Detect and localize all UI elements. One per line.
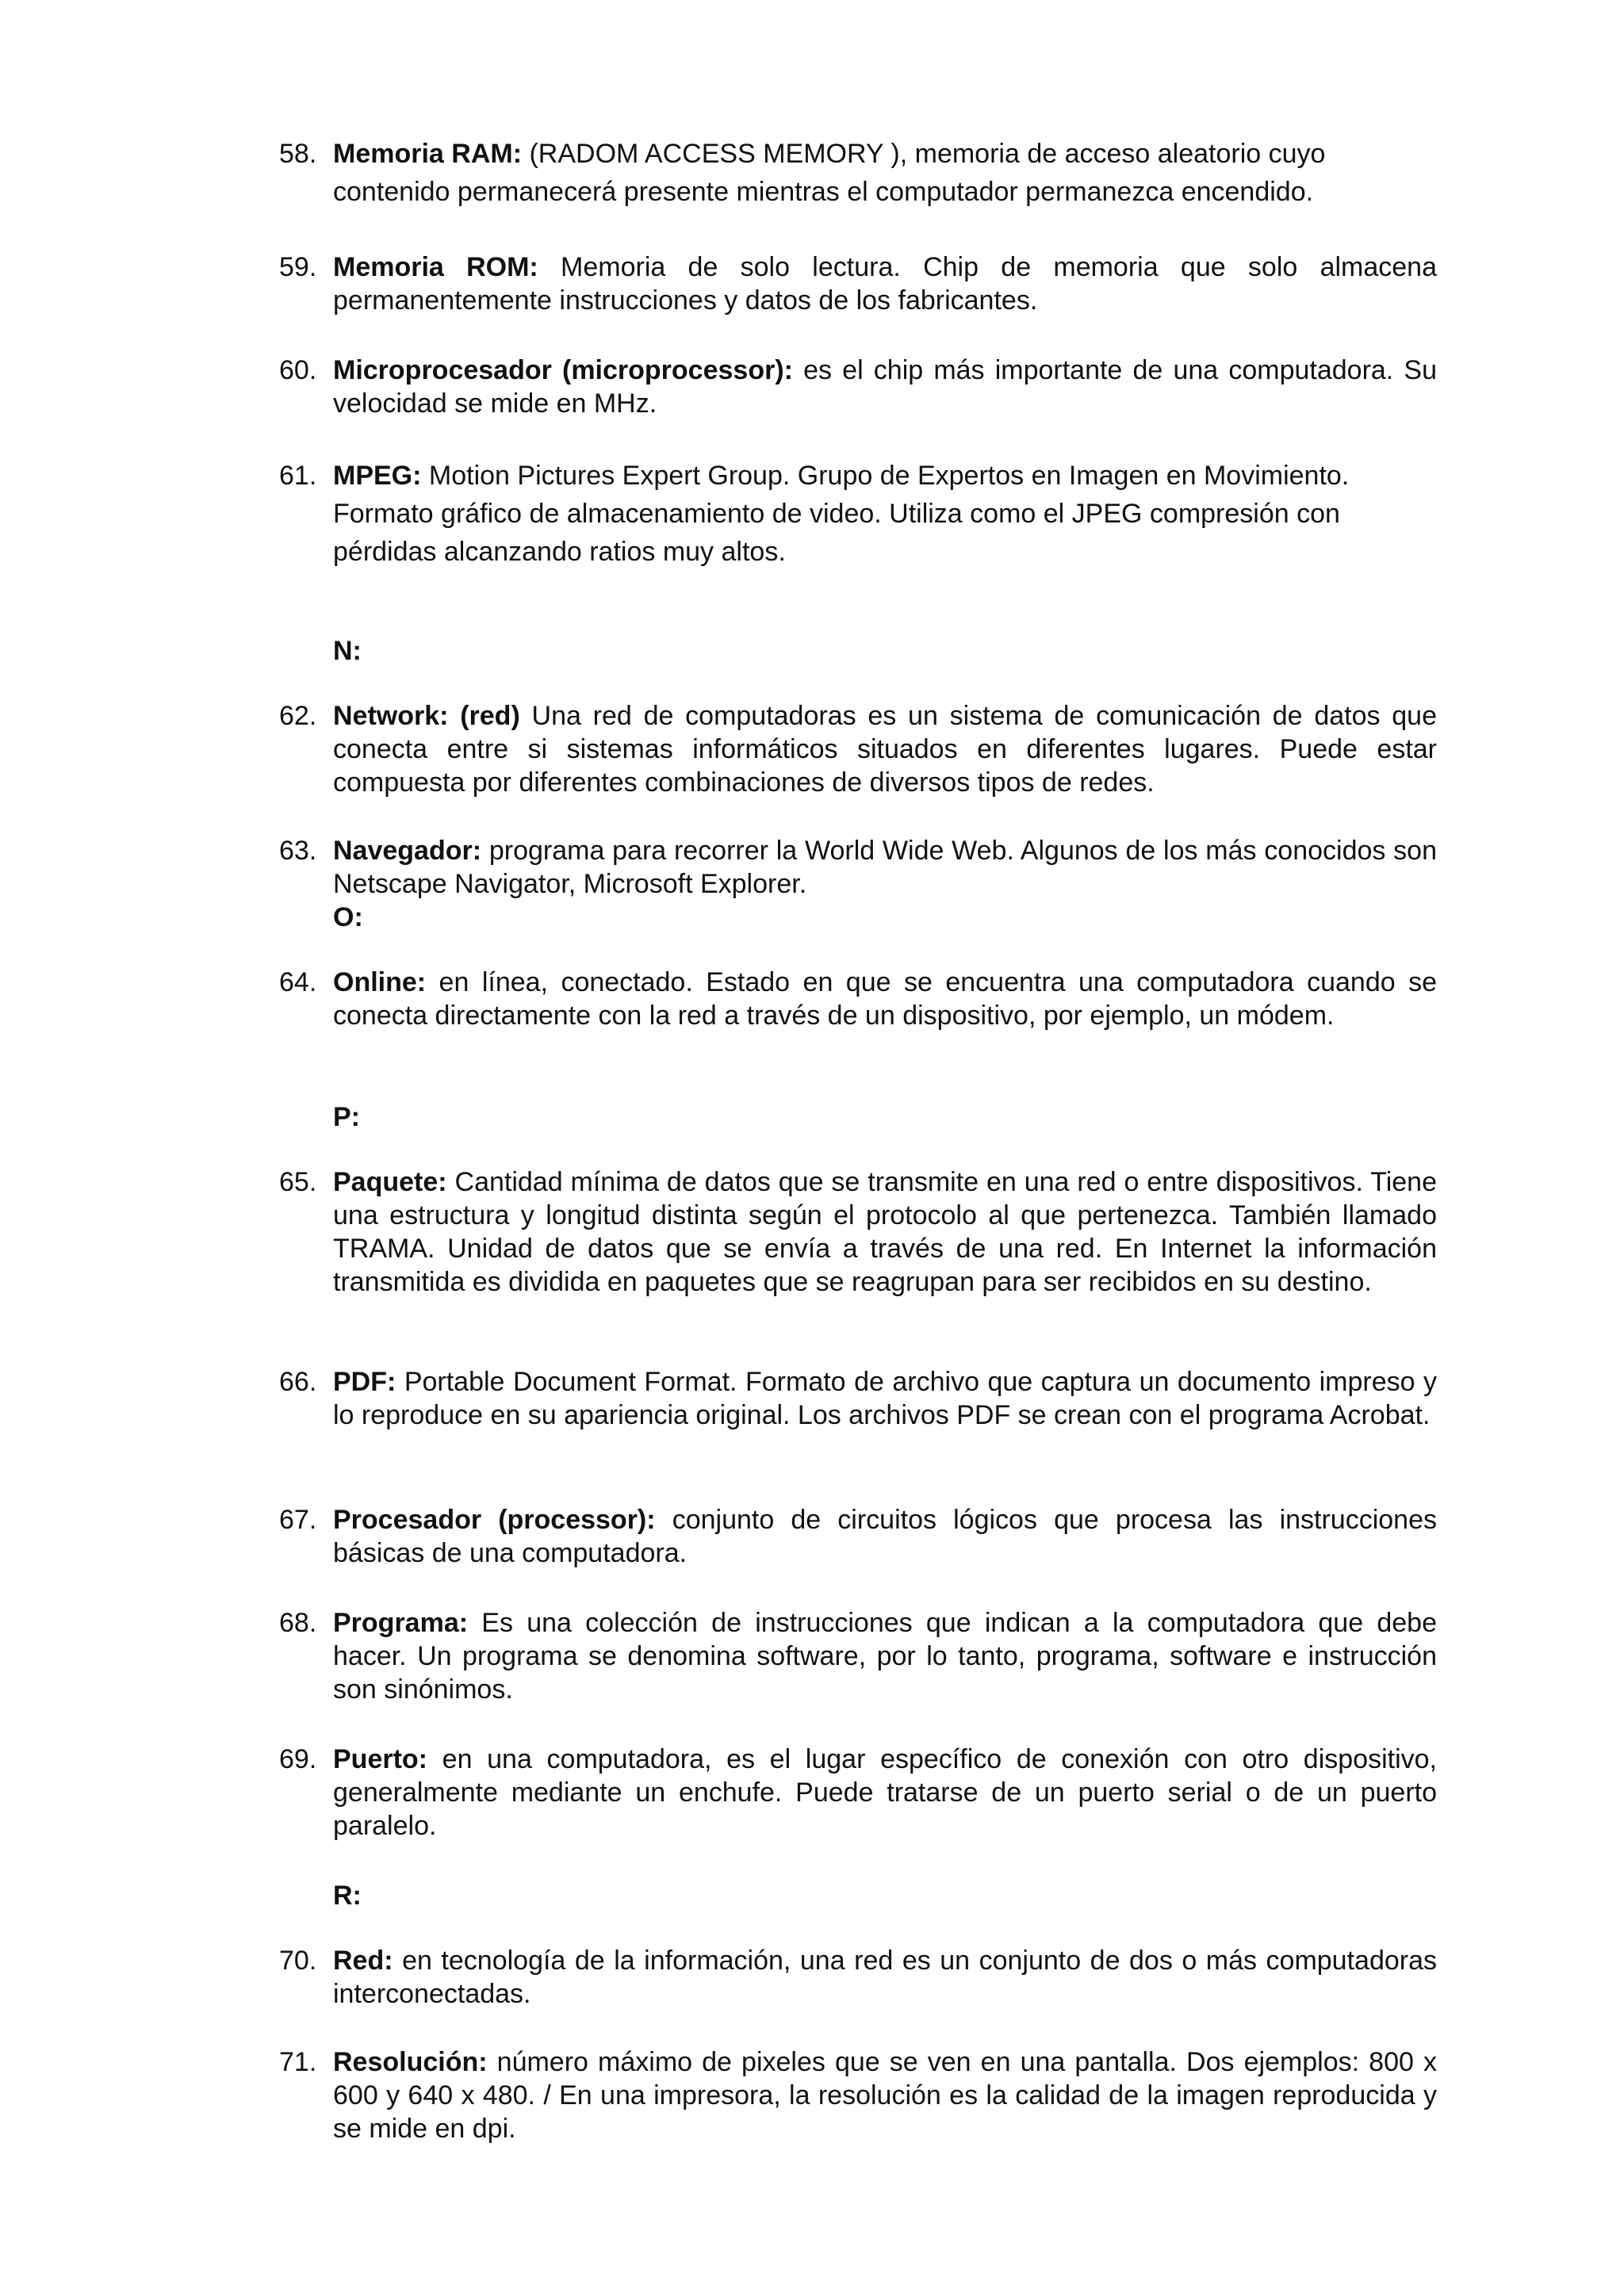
entry-number: 61. [279,461,317,491]
entry-number: 65. [279,1167,317,1197]
entry-term: Resolución: [333,2047,488,2077]
glossary-entry-59 [279,251,1437,317]
entry-term: Memoria ROM: [333,252,538,282]
glossary-entry-58 [279,135,1437,211]
glossary-entry-60 [279,354,1437,420]
entry-body [333,1606,1437,1706]
entry-definition: Una red de computadoras es un sistema de comunicación de datos que conecta entre si sistemas informáticos situados en diferentes lugares. Puede estar compuesta por diferentes combinaciones de diversos tipos de redes. [333,701,1437,798]
entry-definition: Es una colección de instrucciones que indican a la computadora que debe hacer. Un programa se denomina software, por lo tanto, programa, software e instrucción son sinónimos. [333,1608,1437,1705]
entry-term: Programa: [333,1608,469,1638]
entry-definition: (RADOM ACCESS MEMORY ), memoria de acceso aleatorio cuyo contenido permanecerá presente mientras el computador permanezca encendido. [333,139,1326,207]
entry-number: 63. [279,836,317,866]
entry-body [333,834,1437,901]
entry-term: Procesador (processor): [333,1505,656,1535]
entry-body [333,457,1437,571]
glossary-entry-71 [279,2045,1437,2145]
glossary-entry-66 [279,1365,1437,1432]
entry-number: 67. [279,1505,317,1535]
entry-number: 66. [279,1367,317,1397]
glossary-entry-70 [279,1944,1437,2011]
section-heading-p: P: [333,1102,360,1132]
entry-definition: Motion Pictures Expert Group. Grupo de Expertos en Imagen en Movimiento. Formato gráfico de almacenamiento de video. Utiliza como el JPEG compresión con pérdidas alcanzando ratios muy altos. [333,461,1350,567]
glossary-entry-63 [279,834,1437,901]
entry-definition: Portable Document Format. Formato de archivo que captura un documento impreso y lo reproduce en su apariencia original. Los archivos PDF se crean con el programa Acrobat. [333,1367,1437,1430]
entry-definition: en tecnología de la información, una red es un conjunto de dos o más computadoras interconectadas. [333,1946,1437,2009]
entry-number: 69. [279,1744,317,1774]
entry-definition: en línea, conectado. Estado en que se encuentra una computadora cuando se conecta directamente con la red a través de un dispositivo, por ejemplo, un módem. [333,967,1437,1031]
entry-term: Red: [333,1946,393,1976]
entry-body [333,699,1437,799]
entry-definition: Cantidad mínima de datos que se transmite en una red o entre dispositivos. Tiene una estructura y longitud distinta según el protocolo al que pertenezca. También llamado TRAMA. Unidad de datos que se envía a través de una red. En Internet la información transmitida es dividida en paquetes que se reagrupan para ser recibidos en su destino. [333,1167,1437,1297]
glossary-entry-68 [279,1606,1437,1706]
section-heading-n: N: [333,636,362,666]
glossary-entry-67 [279,1503,1437,1570]
entry-number: 68. [279,1608,317,1638]
entry-body [333,966,1437,1032]
entry-term: Memoria RAM: [333,139,523,169]
glossary-entry-61 [279,457,1437,571]
entry-body [333,1503,1437,1570]
entry-definition: programa para recorrer la World Wide Web. Algunos de los más conocidos son Netscape Navigator, Microsoft Explorer. [333,836,1437,899]
entry-body [333,135,1437,211]
entry-body [333,1944,1437,2011]
entry-body [333,251,1437,317]
entry-number: 58. [279,139,317,169]
entry-definition: es el chip más importante de una computadora. Su velocidad se mide en MHz. [333,355,1437,419]
entry-definition: en una computadora, es el lugar específico de conexión con otro dispositivo, generalmente mediante un enchufe. Puede tratarse de un puerto serial o de un puerto paralelo. [333,1744,1437,1841]
entry-number: 64. [279,967,317,997]
entry-term: Network: (red) [333,701,520,731]
entry-definition: Memoria de solo lectura. Chip de memoria que solo almacena permanentemente instrucciones y datos de los fabricantes. [333,252,1437,316]
entry-number: 59. [279,252,317,282]
entry-term: Paquete: [333,1167,447,1197]
entry-body [333,1365,1437,1432]
entry-body [333,1743,1437,1843]
entry-number: 60. [279,355,317,385]
entry-number: 70. [279,1946,317,1976]
entry-number: 62. [279,701,317,731]
entry-number: 71. [279,2047,317,2077]
entry-term: Online: [333,967,427,997]
entry-term: MPEG: [333,461,422,491]
glossary-entry-64 [279,966,1437,1032]
entry-body [333,1165,1437,1299]
section-heading-r: R: [333,1881,362,1911]
entry-term: Puerto: [333,1744,427,1774]
entry-term: Microprocesador (microprocessor): [333,355,793,385]
entry-body [333,354,1437,420]
entry-definition: conjunto de circuitos lógicos que procesa las instrucciones básicas de una computadora. [333,1505,1437,1568]
section-heading-o: O: [333,902,363,932]
entry-term: PDF: [333,1367,396,1397]
entry-body [333,2045,1437,2145]
glossary-entry-62 [279,699,1437,799]
glossary-entry-69 [279,1743,1437,1843]
entry-definition: número máximo de pixeles que se ven en una pantalla. Dos ejemplos: 800 x 600 y 640 x 480. / En una impresora, la resolución es la calidad de la imagen reproducida y se mide en dpi. [333,2047,1437,2144]
entry-term: Navegador: [333,836,482,866]
glossary-entry-65 [279,1165,1437,1299]
